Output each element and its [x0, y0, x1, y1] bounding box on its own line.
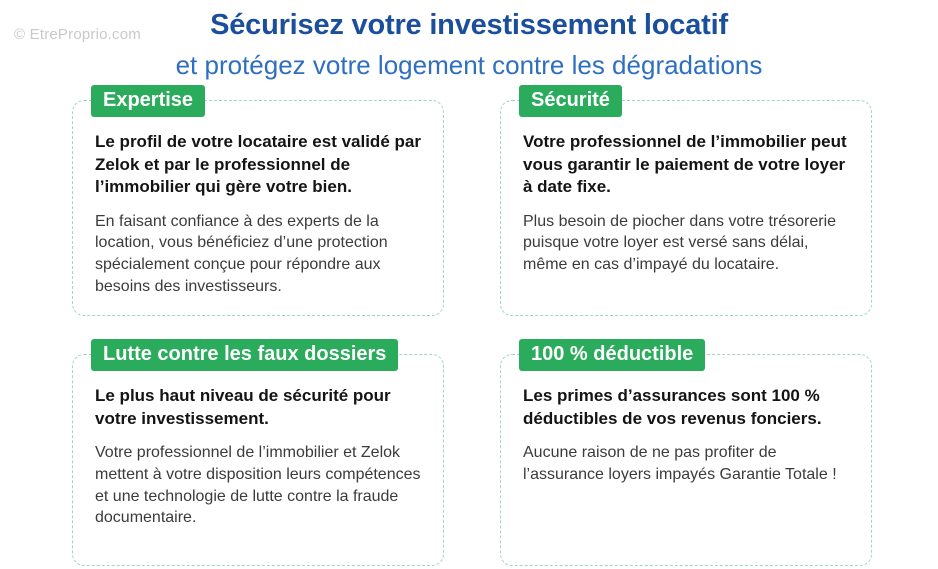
- card-lead: Le plus haut niveau de sécurité pour votre investissement.: [95, 386, 391, 428]
- watermark: [14, 26, 141, 43]
- card-lutte-faux-dossiers: [72, 343, 444, 566]
- card-body: Aucune raison de ne pas profiter de l’assurance loyers impayés Garantie Totale !: [523, 444, 837, 484]
- card-badge: Lutte contre les faux dossiers: [91, 339, 398, 371]
- cards-grid: [72, 89, 872, 566]
- card-lead: Votre professionnel de l’immobilier peut vous garantir le paiement de votre loyer à date fixe.: [523, 132, 847, 197]
- card-lead: Le profil de votre locataire est validé par Zelok et par le professionnel de l’immobilier qui gère votre bien.: [95, 132, 421, 197]
- card-body: Plus besoin de piocher dans votre trésorerie puisque votre loyer est versé sans délai, même en cas d’impayé du locataire.: [523, 212, 837, 274]
- card-badge: Expertise: [91, 85, 205, 117]
- page-title: Sécurisez votre investissement locatif: [210, 9, 728, 41]
- card-100-deductible: [500, 343, 872, 566]
- page-subtitle: et protégez votre logement contre les dégradations: [175, 49, 763, 80]
- card-badge: 100 % déductible: [519, 339, 705, 371]
- card-body: En faisant confiance à des experts de la location, vous bénéficiez d’une protection spécialement conçue pour répondre aux besoins des investisseurs.: [95, 212, 388, 295]
- card-lead: Les primes d’assurances sont 100 % déductibles de vos revenus fonciers.: [523, 386, 822, 428]
- card-body: Votre professionnel de l’immobilier et Zelok mettent à votre disposition leurs compétences et une technologie de lutte contre la fraude documentaire.: [95, 444, 421, 527]
- watermark-text: © EtreProprio.com: [14, 26, 141, 43]
- card-securite: [500, 89, 872, 316]
- card-badge: Sécurité: [519, 85, 622, 117]
- card-expertise: [72, 89, 444, 316]
